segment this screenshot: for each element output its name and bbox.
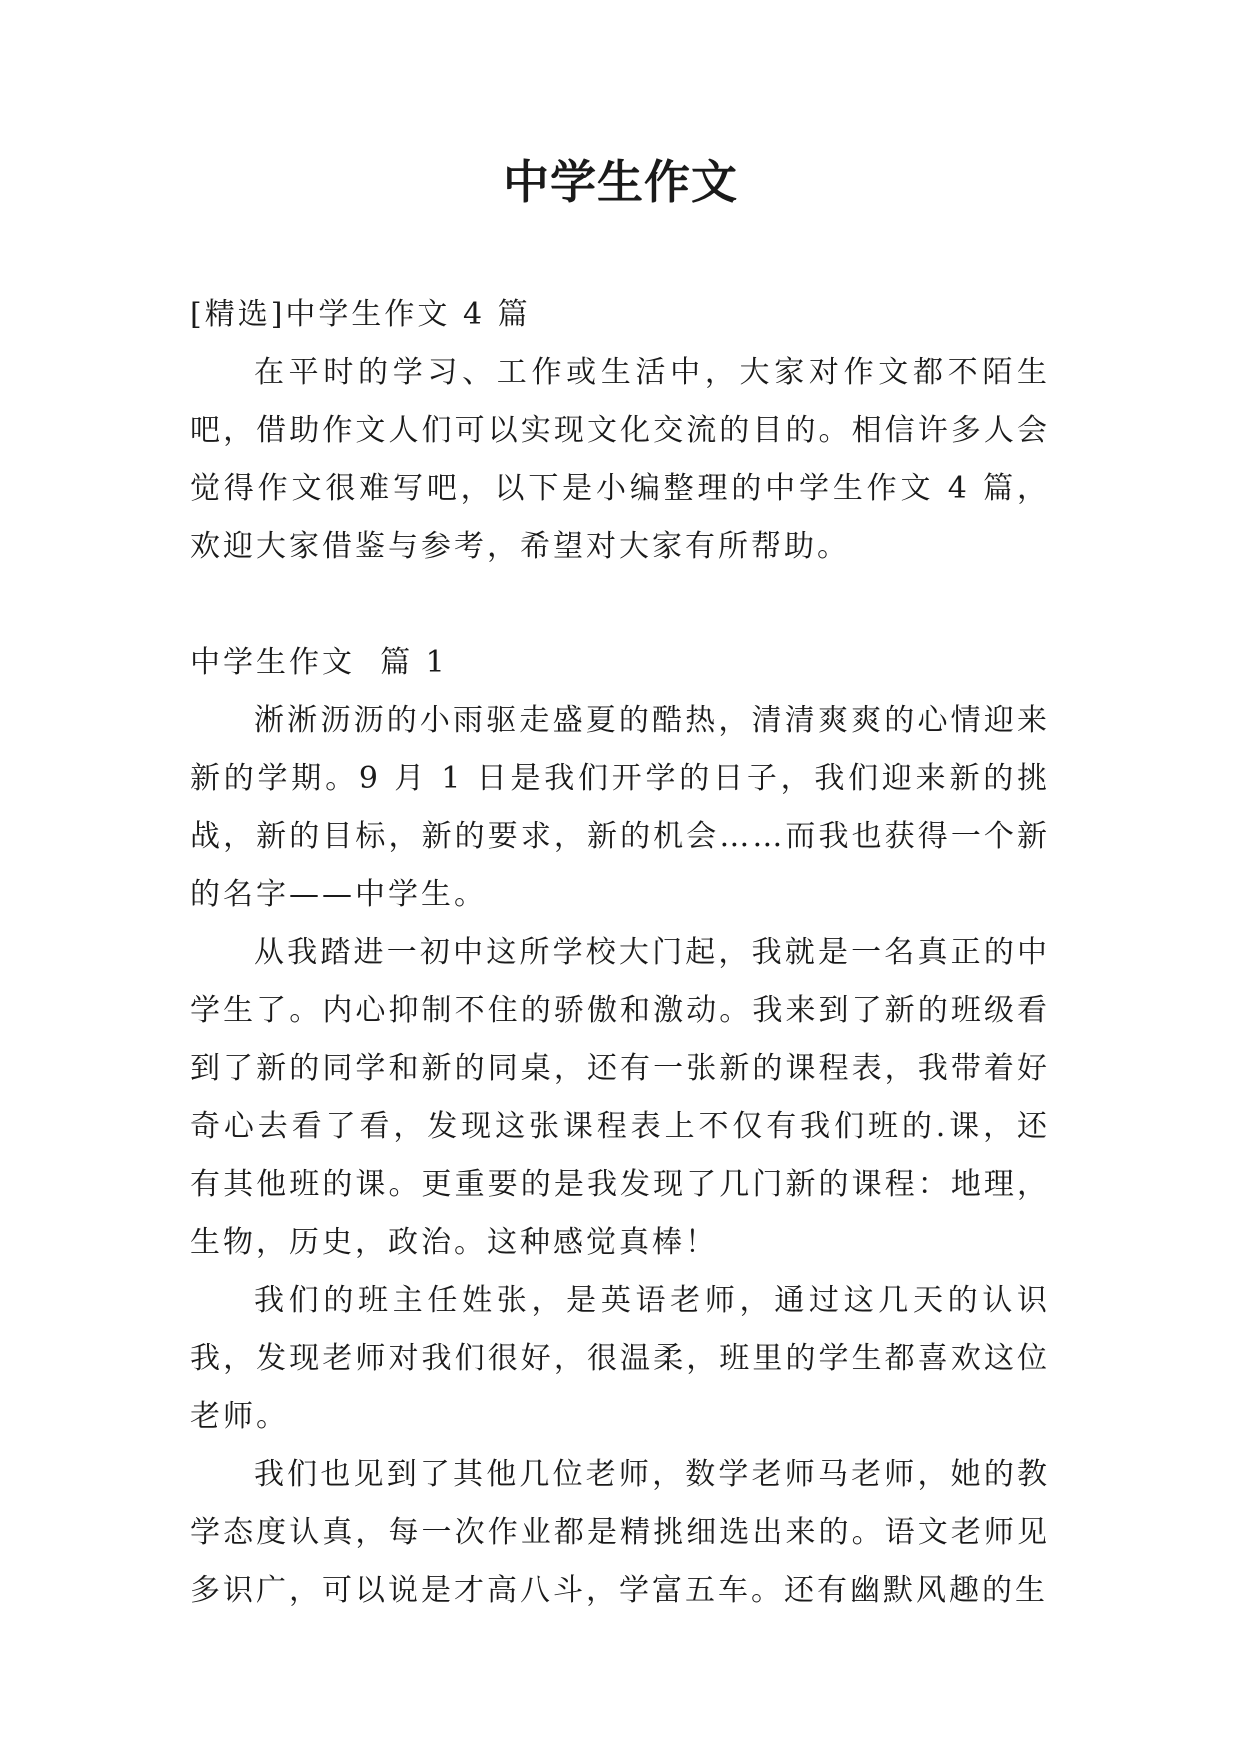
intro-paragraph: 在平时的学习、工作或生活中，大家对作文都不陌生吧，借助作文人们可以实现文化交流的目的。相信许多人会觉得作文很难写吧，以下是小编整理的中学生作文 4 篇，欢迎大家借鉴与参考，希望对大家有所帮助。 bbox=[190, 355, 1050, 564]
document-subtitle: [精选]中学生作文 4 篇 bbox=[190, 297, 531, 332]
article-paragraph: 从我踏进一初中这所学校大门起，我就是一名真正的中学生了。内心抑制不住的骄傲和激动。我来到了新的班级看到了新的同学和新的同桌，还有一张新的课程表，我带着好奇心去看了看，发现这张课程表上不仅有我们班的.课，还有其他班的课。更重要的是我发现了几门新的课程：地理，生物，历史，政治。这种感觉真棒！ bbox=[190, 935, 1050, 1260]
article-paragraph: 我们的班主任姓张，是英语老师，通过这几天的认识我，发现老师对我们很好，很温柔，班里的学生都喜欢这位老师。 bbox=[190, 1283, 1050, 1434]
section-heading: 中学生作文 篇 1 bbox=[190, 645, 448, 680]
document-title: 中学生作文 bbox=[503, 155, 738, 209]
article-body bbox=[190, 692, 1050, 1620]
article-paragraph: 我们也见到了其他几位老师，数学老师马老师，她的教学态度认真，每一次作业都是精挑细选出来的。语文老师见多识广，可以说是才高八斗，学富五车。还有幽默风趣的生 bbox=[190, 1457, 1050, 1608]
article-paragraph: 淅淅沥沥的小雨驱走盛夏的酷热，清清爽爽的心情迎来新的学期。9 月 1 日是我们开学的日子，我们迎来新的挑战，新的目标，新的要求，新的机会……而我也获得一个新的名字——中学生。 bbox=[190, 703, 1050, 912]
